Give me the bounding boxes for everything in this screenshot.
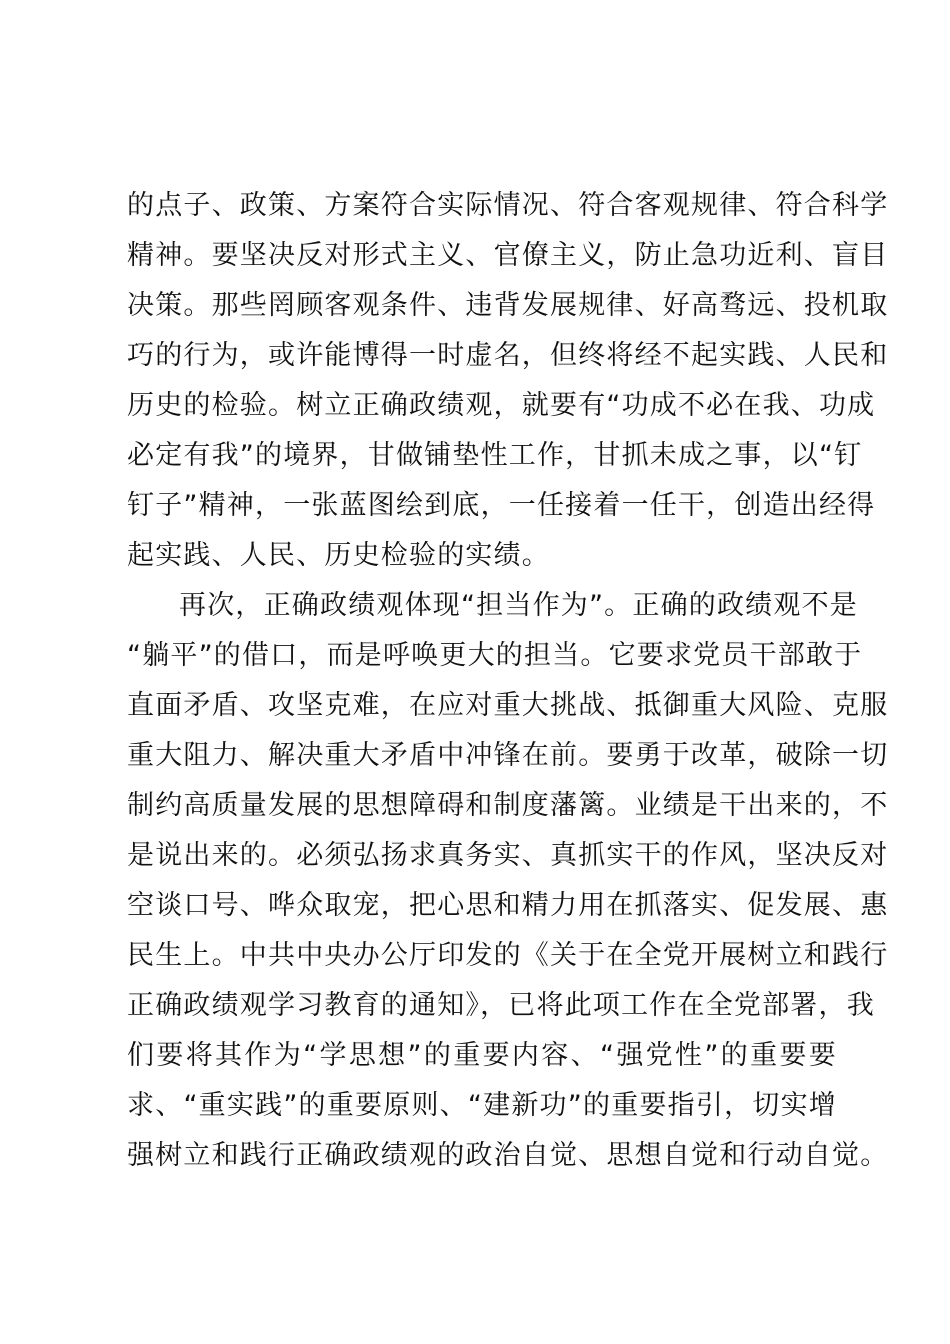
text-line: 求、“重实践”的重要原则、“建新功”的重要指引，切实增 — [127, 1090, 837, 1121]
text-line: 强树立和践行正确政绩观的政治自觉、思想自觉和行动自觉。 — [127, 1140, 889, 1171]
text-line: 钉子”精神，一张蓝图绘到底，一任接着一任干，创造出经得 — [127, 490, 876, 521]
text-line: 重大阻力、解决重大矛盾中冲锋在前。要勇于改革，破除一切 — [127, 740, 889, 771]
text-line: 民生上。中共中央办公厅印发的《关于在全党开展树立和践行 — [127, 940, 889, 971]
text-line: 制约高质量发展的思想障碍和制度藩篱。业绩是干出来的，不 — [127, 790, 889, 821]
text-line: 正确政绩观学习教育的通知》，已将此项工作在全党部署，我 — [127, 990, 875, 1021]
text-line: 直面矛盾、攻坚克难，在应对重大挑战、抵御重大风险、克服 — [127, 690, 889, 721]
paragraph-1 — [127, 184, 889, 584]
text-line: 空谈口号、哗众取宠，把心思和精力用在抓落实、促发展、惠 — [127, 890, 889, 921]
text-line: 起实践、人民、历史检验的实绩。 — [127, 540, 550, 571]
text-line: 们要将其作为“学思想”的重要内容、“强党性”的重要要 — [127, 1040, 837, 1071]
text-line: 精神。要坚决反对形式主义、官僚主义，防止急功近利、盲目 — [127, 240, 889, 271]
text-line: 的点子、政策、方案符合实际情况、符合客观规律、符合科学 — [127, 190, 889, 221]
text-line: 是说出来的。必须弘扬求真务实、真抓实干的作风，坚决反对 — [127, 840, 889, 871]
text-line: 再次，正确政绩观体现“担当作为”。正确的政绩观不是 — [179, 590, 858, 621]
text-line: 巧的行为，或许能博得一时虚名，但终将经不起实践、人民和 — [127, 340, 889, 371]
paragraph-2 — [127, 584, 889, 1184]
text-line: “躺平”的借口，而是呼唤更大的担当。它要求党员干部敢于 — [127, 640, 863, 671]
text-line: 必定有我”的境界，甘做铺垫性工作，甘抓未成之事，以“钉 — [127, 440, 863, 471]
text-line: 历史的检验。树立正确政绩观，就要有“功成不必在我、功成 — [127, 390, 876, 421]
text-line: 决策。那些罔顾客观条件、违背发展规律、好高骛远、投机取 — [127, 290, 889, 321]
document-body — [127, 184, 889, 1184]
